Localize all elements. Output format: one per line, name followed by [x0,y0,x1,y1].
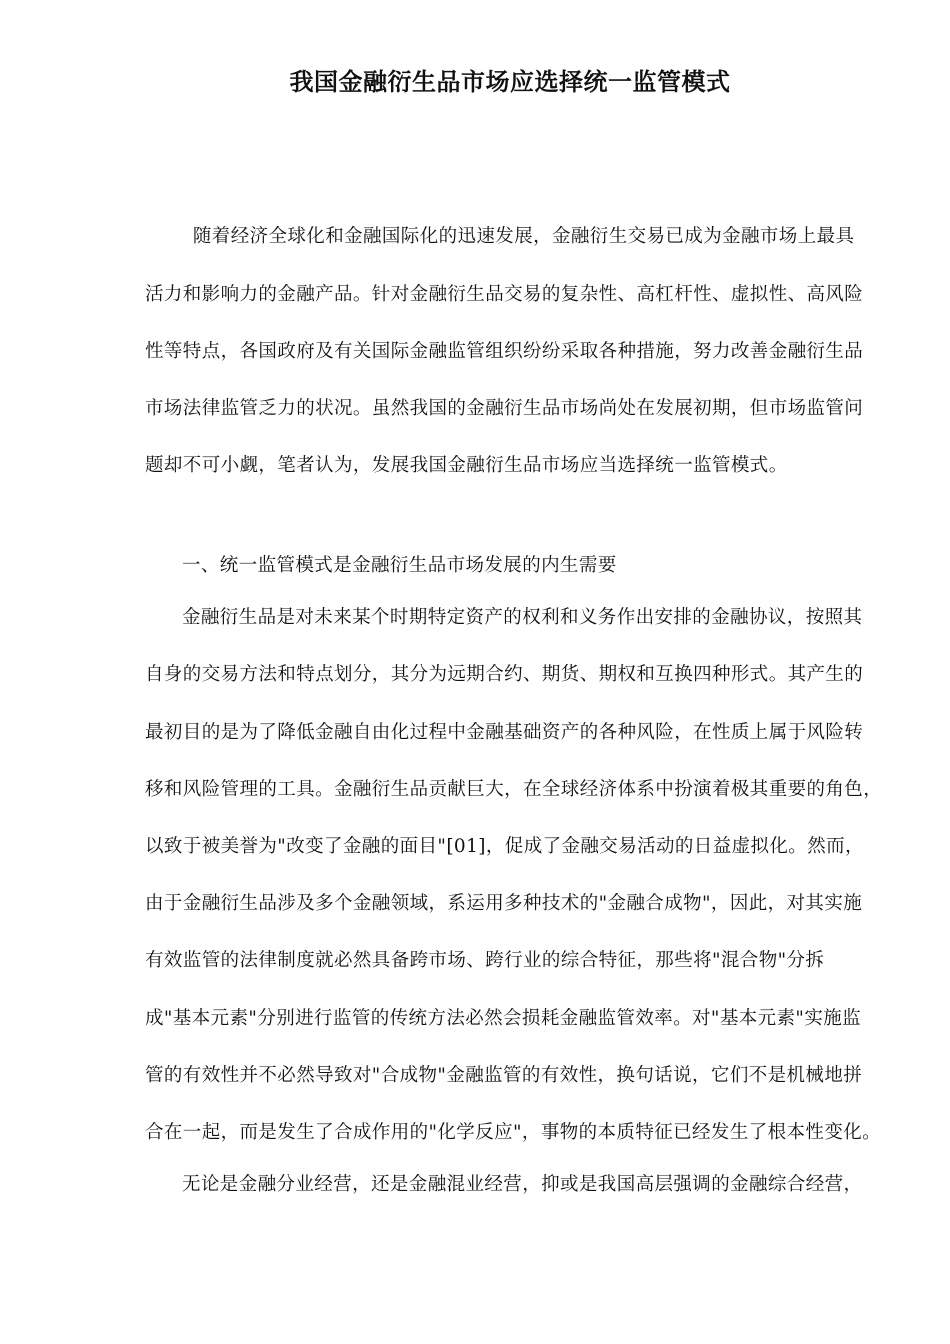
paragraph-2-line-8: 成"基本元素"分别进行监管的传统方法必然会损耗金融监管效率。对"基本元素"实施监 [145,1008,862,1029]
paragraph-2-line-6: 由于金融衍生品涉及多个金融领域，系运用多种技术的"金融合成物"，因此，对其实施 [145,893,863,914]
paragraph-2-line-1: 金融衍生品是对未来某个时期特定资产的权利和义务作出安排的金融协议，按照其 [182,607,863,628]
paragraph-2-line-2: 自身的交易方法和特点划分，其分为远期合约、期货、期权和互换四种形式。其产生的 [145,664,864,685]
paragraph-2-line-9: 管的有效性并不必然导致对"合成物"金融监管的有效性，换句话说，它们不是机械地拼 [145,1065,863,1086]
paragraph-1-line-1: 随着经济全球化和金融国际化的迅速发展，金融衍生交易已成为金融市场上最具 [174,226,855,247]
document-title: 我国金融衍生品市场应选择统一监管模式 [289,68,731,96]
paragraph-1-line-5: 题却不可小觑，笔者认为，发展我国金融衍生品市场应当选择统一监管模式。 [145,455,788,476]
paragraph-2-line-7: 有效监管的法律制度就必然具备跨市场、跨行业的综合特征，那些将"混合物"分拆 [145,950,825,971]
section-heading-1: 一、统一监管模式是金融衍生品市场发展的内生需要 [182,555,617,576]
paragraph-2-line-3: 最初目的是为了降低金融自由化过程中金融基础资产的各种风险，在性质上属于风险转 [145,722,864,743]
paragraph-2-line-5: 以致于被美誉为"改变了金融的面目"[01]，促成了金融交易活动的日益虚拟化。然而， [145,836,864,857]
paragraph-3-line-1: 无论是金融分业经营，还是金融混业经营，抑或是我国高层强调的金融综合经营， [182,1174,863,1195]
paragraph-1-line-4: 市场法律监管乏力的状况。虽然我国的金融衍生品市场尚处在发展初期，但市场监管问 [145,398,864,419]
paragraph-2-line-10: 合在一起，而是发生了合成作用的"化学反应"，事物的本质特征已经发生了根本性变化。 [145,1122,882,1143]
paragraph-2-line-4: 移和风险管理的工具。金融衍生品贡献巨大，在全球经济体系中扮演着极其重要的角色， [145,779,883,800]
paragraph-1-line-3: 性等特点，各国政府及有关国际金融监管组织纷纷采取各种措施，努力改善金融衍生品 [145,341,864,362]
paragraph-1-line-2: 活力和影响力的金融产品。针对金融衍生品交易的复杂性、高杠杆性、虚拟性、高风险 [145,284,864,305]
